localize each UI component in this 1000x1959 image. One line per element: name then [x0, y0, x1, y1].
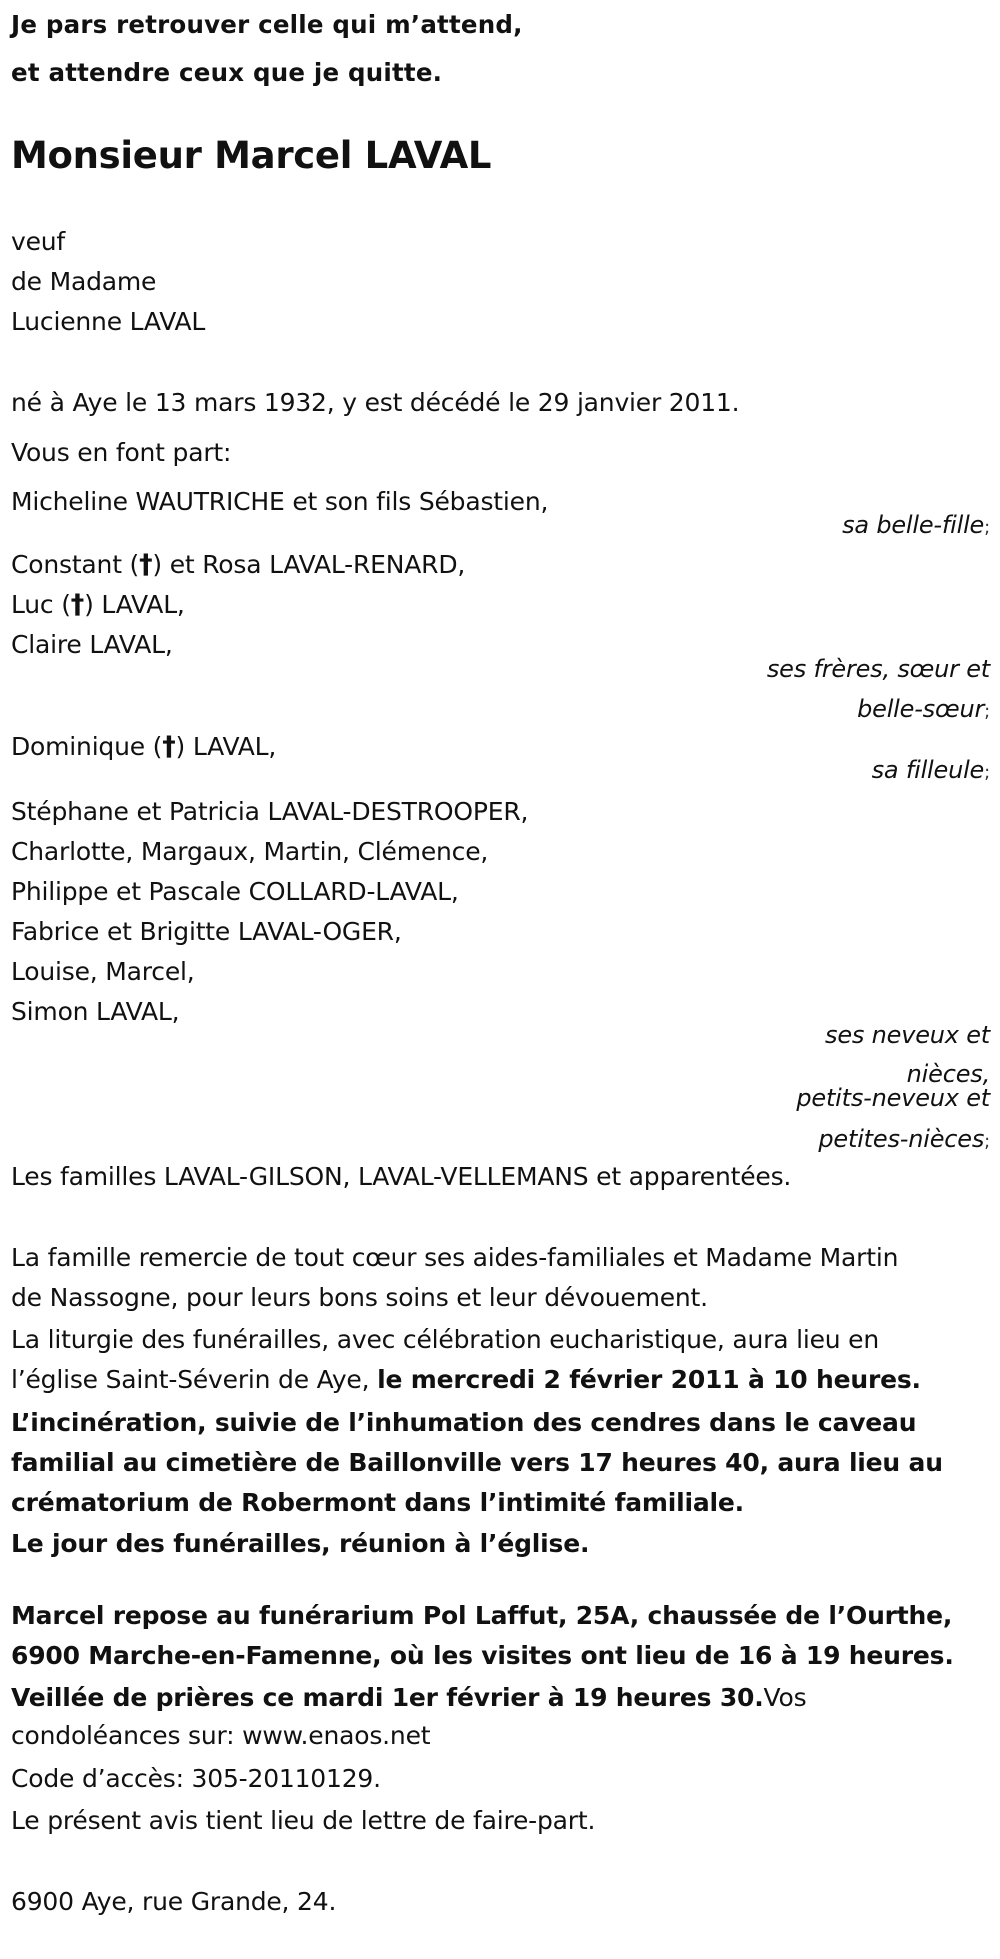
family-group-2-relation-line-2 [857, 689, 990, 732]
access-code: Code d’accès: 305-20110129. [11, 1764, 381, 1793]
family-group-3-line-1 [11, 727, 276, 767]
family-group-4-relation-line-2: nièces, [906, 1060, 990, 1088]
relation-semicolon: ; [984, 517, 990, 538]
cross-icon: † [162, 731, 176, 762]
relation-semicolon: ; [984, 1131, 990, 1152]
vigil-line-1 [11, 1678, 806, 1718]
notice-text: Le présent avis tient lieu de lettre de faire-part. [11, 1806, 596, 1835]
relation-text: sa filleule [871, 756, 985, 784]
family-group-4-relation-line-1: ses neveux et [825, 1021, 990, 1049]
address: 6900 Aye, rue Grande, 24. [11, 1887, 337, 1916]
thanks-line-1: La famille remercie de tout cœur ses aides-familiales et Madame Martin [11, 1243, 899, 1272]
cross-icon: † [70, 589, 85, 620]
cremation-line-1: L’incinération, suivie de l’inhumation des cendres dans le caveau [11, 1408, 917, 1437]
family-group-2-line-2 [11, 585, 185, 625]
vigil-info: Veillée de prières ce mardi 1er février à 19 heures 30. [11, 1683, 764, 1712]
cremation-line-3: crématorium de Robermont dans l’intimité familiale. [11, 1488, 744, 1517]
relation-semicolon: ; [984, 701, 990, 722]
funeral-home-line-2: 6900 Marche-en-Famenne, où les visites ont lieu de 16 à 19 heures. [11, 1641, 954, 1670]
status-line-3: Lucienne LAVAL [11, 307, 206, 336]
other-families: Les familles LAVAL-GILSON, LAVAL-VELLEMANS et apparentées. [11, 1162, 792, 1191]
epigraph-line-2: et attendre ceux que je quitte. [11, 58, 443, 87]
liturgy-place: l’église Saint-Séverin de Aye, [11, 1365, 378, 1394]
family-group-2-line-3: Claire LAVAL, [11, 630, 173, 659]
relation-semicolon: ; [984, 762, 990, 783]
family-group-3-relation [872, 750, 990, 793]
name-part: Constant ( [11, 550, 140, 579]
status-line-2: de Madame [11, 267, 157, 296]
family-group-2-relation-line-1: ses frères, sœur et [766, 655, 990, 683]
thanks-line-2: de Nassogne, pour leurs bons soins et leur dévouement. [11, 1283, 708, 1312]
liturgy-line-2 [11, 1360, 921, 1400]
announcement-intro: Vous en font part: [11, 438, 232, 467]
condolences-prefix: Vos [763, 1683, 807, 1712]
family-group-1-relation [842, 505, 990, 548]
family-group-1-names: Micheline WAUTRICHE et son fils Sébastien, [11, 487, 549, 516]
relation-text: belle-sœur [857, 695, 985, 723]
family-group-4-name: Simon LAVAL, [11, 997, 180, 1026]
cremation-line-2: familial au cimetière de Baillonville vers 17 heures 40, aura lieu au [11, 1448, 943, 1477]
condolences-line: condoléances sur: www.enaos.net [11, 1721, 431, 1750]
family-group-4-name: Fabrice et Brigitte LAVAL-OGER, [11, 917, 402, 946]
status-line-1: veuf [11, 227, 66, 256]
meeting-note: Le jour des funérailles, réunion à l’église. [11, 1529, 590, 1558]
family-group-2-line-1 [11, 545, 465, 585]
name-part: ) et Rosa LAVAL-RENARD, [152, 550, 466, 579]
name-part: Luc ( [11, 590, 71, 619]
deceased-name-title: Monsieur Marcel LAVAL [11, 134, 492, 177]
family-group-4-name: Philippe et Pascale COLLARD-LAVAL, [11, 877, 459, 906]
name-part: ) LAVAL, [84, 590, 185, 619]
birth-death-line: né à Aye le 13 mars 1932, y est décédé le 29 janvier 2011. [11, 388, 740, 417]
family-group-4-relation-line-4 [818, 1119, 990, 1162]
relation-text: petites-nièces [818, 1125, 985, 1153]
family-group-4-relation-line-3: petits-neveux et [796, 1084, 990, 1112]
name-part: Dominique ( [11, 732, 163, 761]
family-group-4-name: Louise, Marcel, [11, 957, 195, 986]
epigraph-line-1: Je pars retrouver celle qui m’attend, [11, 10, 523, 39]
liturgy-datetime: le mercredi 2 février 2011 à 10 heures. [377, 1365, 921, 1394]
name-part: ) LAVAL, [175, 732, 277, 761]
family-group-4-name: Charlotte, Margaux, Martin, Clémence, [11, 837, 489, 866]
relation-text: sa belle-fille [842, 511, 985, 539]
family-group-4-name: Stéphane et Patricia LAVAL-DESTROOPER, [11, 797, 529, 826]
liturgy-line-1: La liturgie des funérailles, avec célébration eucharistique, aura lieu en [11, 1325, 880, 1354]
funeral-home-line-1: Marcel repose au funérarium Pol Laffut, 25A, chaussée de l’Ourthe, [11, 1601, 953, 1630]
cross-icon: † [139, 549, 153, 580]
